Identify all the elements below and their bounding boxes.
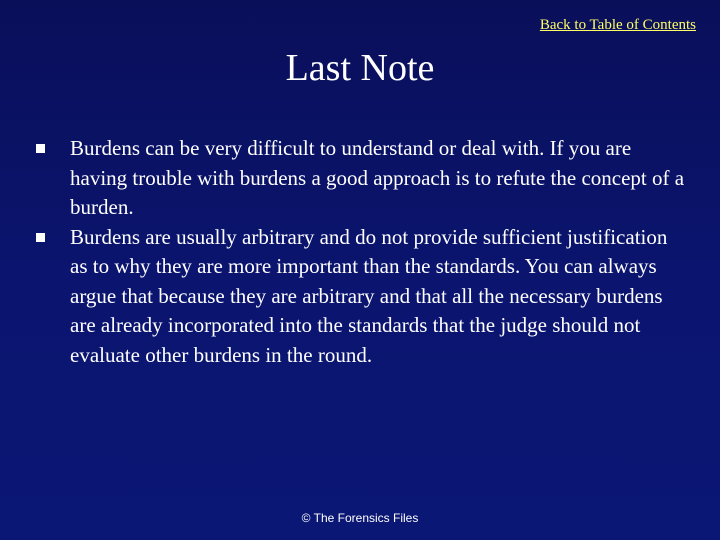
slide-title bbox=[0, 46, 720, 90]
bullet-item bbox=[36, 134, 686, 223]
bullet-text: Burdens are usually arbitrary and do not provide sufficient justification as to why they are more important than the standards. You can always argue that because they are arbitrary and that all the necessary burdens are already incorporated into the standards that the judge should not evaluate other burdens in the round. bbox=[70, 224, 668, 367]
bullet-item bbox=[36, 223, 686, 371]
bullet-text: Burdens can be very difficult to understand or deal with. If you are having trouble with burdens a good approach is to refute the concept of a burden. bbox=[70, 136, 685, 219]
bullet-list bbox=[36, 134, 686, 370]
square-bullet-icon bbox=[36, 233, 45, 242]
slide-title-text: Last Note bbox=[285, 47, 435, 89]
back-to-contents-link[interactable]: Back to Table of Contents bbox=[539, 17, 696, 33]
square-bullet-icon bbox=[36, 144, 45, 153]
copyright-footer: © The Forensics Files bbox=[301, 511, 419, 525]
